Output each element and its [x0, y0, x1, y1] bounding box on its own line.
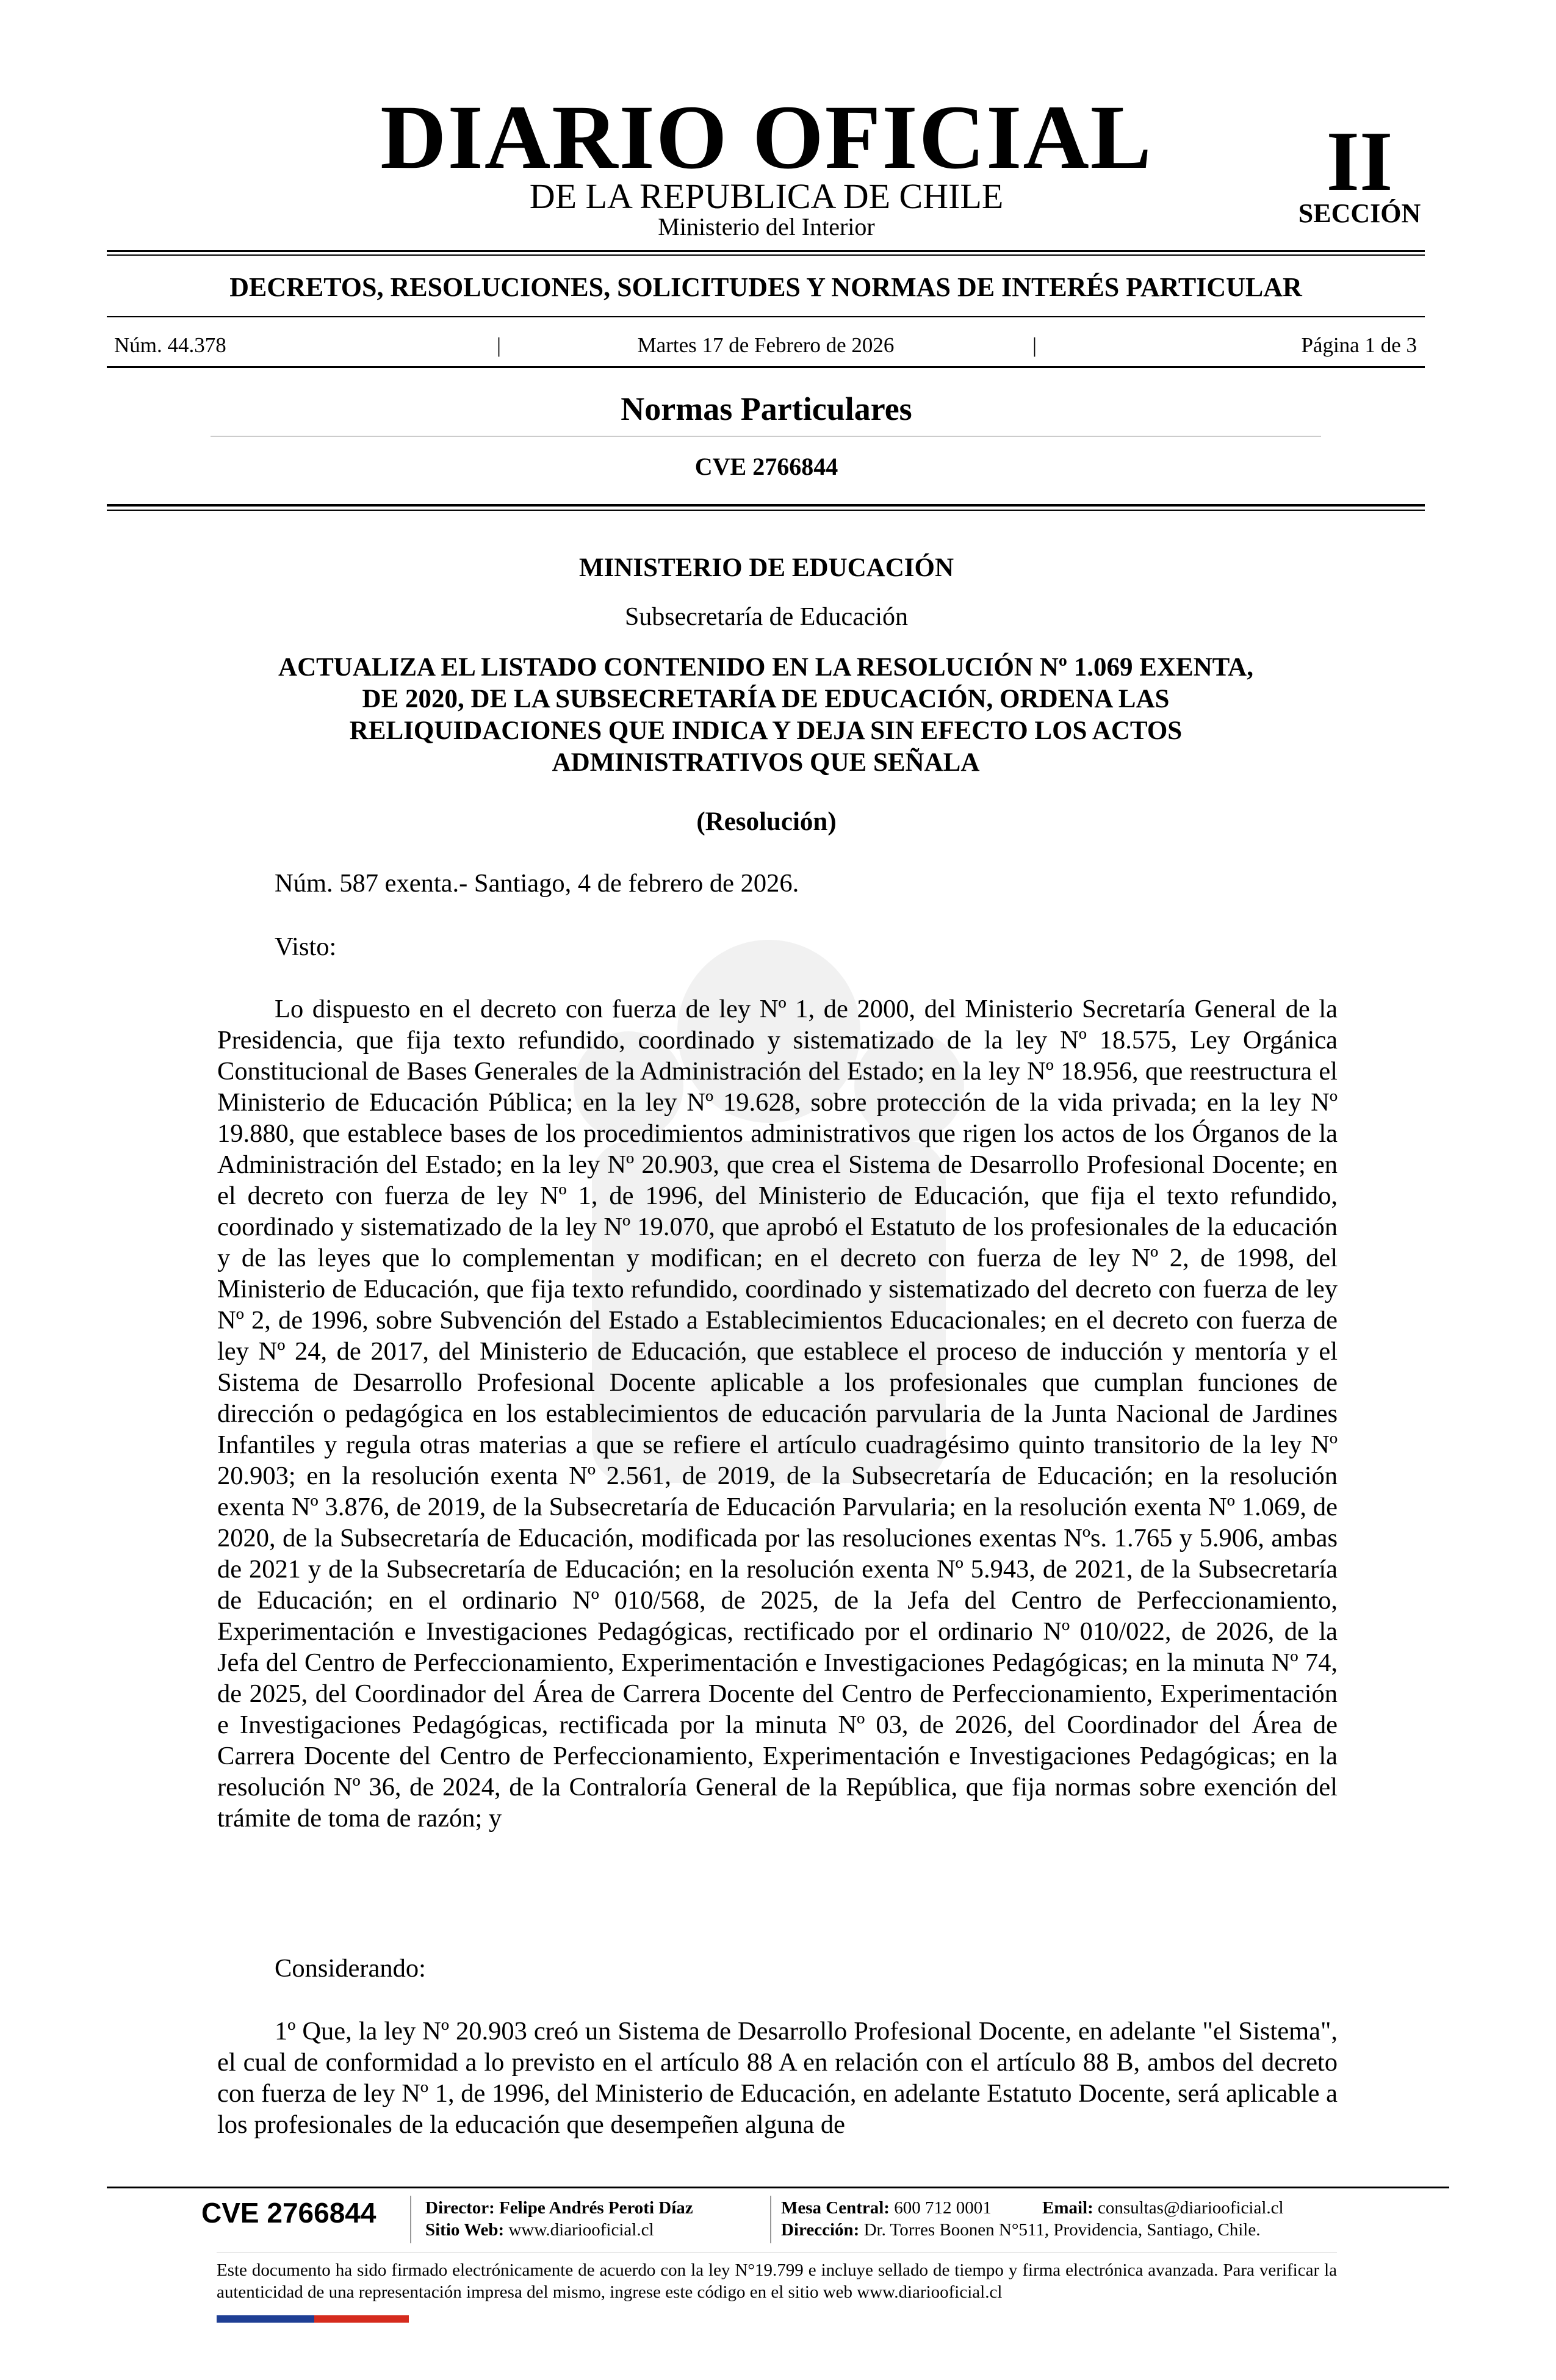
cve-rule — [107, 504, 1425, 507]
footer-rule — [107, 2187, 1449, 2188]
meta-rule — [107, 366, 1425, 368]
issue-date: Martes 17 de Febrero de 2026 — [637, 333, 895, 357]
email-label: Email: — [1042, 2198, 1093, 2218]
flag-stripe-red — [314, 2315, 409, 2323]
footer-website — [425, 2219, 654, 2241]
section-label: SECCIÓN — [1298, 198, 1421, 228]
email-link[interactable]: consultas@diariooficial.cl — [1098, 2198, 1284, 2218]
phone-label: Mesa Central: — [781, 2198, 890, 2218]
phone-number: 600 712 0001 — [894, 2198, 992, 2218]
meta-separator: | — [497, 333, 502, 357]
meta-separator: | — [1032, 333, 1037, 357]
director-name: Felipe Andrés Peroti Díaz — [499, 2198, 693, 2218]
section-number: II — [1326, 114, 1393, 209]
address-label: Dirección: — [781, 2220, 860, 2240]
footer-divider — [410, 2196, 411, 2243]
headline-line: ACTUALIZA EL LISTADO CONTENIDO EN LA RESOLUCIÓN Nº 1.069 EXENTA, — [278, 653, 1253, 682]
considerando-paragraph: 1º Que, la ley Nº 20.903 creó un Sistema de Desarrollo Profesional Docente, en adelante "el Sistema", el cual de conformidad a lo previsto en el artículo 88 A en relación con el artículo 88 B, ambos del decreto con fuerza de ley Nº 1, de 1996, del Ministerio de Educación, en adelante Estatuto Docente, será aplicable a los profesionales de la educación que desempeñen alguna de — [217, 2017, 1338, 2139]
footer-address — [781, 2219, 1260, 2241]
headline-line: ADMINISTRATIVOS QUE SEÑALA — [552, 748, 980, 777]
newspaper-subtitle: DE LA REPUBLICA DE CHILE — [529, 176, 1004, 216]
electronic-signature-note: Este documento ha sido firmado electrónicamente de acuerdo con la ley N°19.799 e incluye sellado de tiempo y firma electrónica avanzada. Para verificar la autenticidad de una representación impresa del mismo, ingrese este código en el sitio web www.diariooficial.cl — [217, 2260, 1337, 2302]
footer-divider — [770, 2196, 771, 2243]
subsecretaria: Subsecretaría de Educación — [624, 603, 909, 631]
masthead-rule — [107, 250, 1425, 252]
document-type: (Resolución) — [696, 807, 837, 836]
page-indicator: Página 1 de 3 — [1301, 333, 1417, 357]
footer-director — [425, 2197, 693, 2219]
section-title: Normas Particulares — [621, 391, 912, 427]
section-banner: DECRETOS, RESOLUCIONES, SOLICITUDES Y NORMAS DE INTERÉS PARTICULAR — [229, 272, 1302, 302]
section-title-rule — [211, 436, 1321, 437]
issuing-ministry: MINISTERIO DE EDUCACIÓN — [578, 554, 954, 582]
cve-rule-thin — [107, 510, 1425, 511]
website-link[interactable]: www.diariooficial.cl — [508, 2220, 654, 2240]
headline-line: RELIQUIDACIONES QUE INDICA Y DEJA SIN EFECTO LOS ACTOS — [349, 716, 1183, 745]
resolution-number-line: Núm. 587 exenta.- Santiago, 4 de febrero de 2026. — [275, 869, 799, 898]
cve-code: CVE 2766844 — [694, 453, 838, 480]
banner-rule — [107, 316, 1425, 317]
headline-line: DE 2020, DE LA SUBSECRETARÍA DE EDUCACIÓN, ORDENA LAS — [362, 685, 1170, 713]
visto-label: Visto: — [275, 932, 337, 961]
address-value: Dr. Torres Boonen N°511, Providencia, Santiago, Chile. — [863, 2220, 1261, 2240]
footer-cve: CVE 2766844 — [201, 2197, 376, 2229]
masthead-rule-thin — [107, 254, 1425, 256]
footer-email — [1042, 2197, 1284, 2219]
considerando-label: Considerando: — [275, 1954, 426, 1983]
flag-stripe-blue — [217, 2315, 314, 2323]
director-label: Director: — [425, 2198, 495, 2218]
newspaper-title: DIARIO OFICIAL — [380, 87, 1153, 188]
website-label: Sitio Web: — [425, 2220, 505, 2240]
resolution-headline — [207, 652, 1324, 779]
masthead-ministry: Ministerio del Interior — [658, 213, 875, 240]
visto-paragraph: Lo dispuesto en el decreto con fuerza de ley Nº 1, de 2000, del Ministerio Secretaría General de la Presidencia, que fija texto refundido, coordinado y sistematizado de la ley Nº 18.575, Ley Orgánica Constitucional de Bases Generales de la Administración del Estado; en la ley Nº 18.956, que reestructura el Ministerio de Educación Pública; en la ley Nº 19.628, sobre protección de la vida privada; en la ley Nº 19.880, que establece bases de los procedimientos administrativos que rigen los actos de los Órganos de la Administración del Estado; en la ley Nº 20.903, que crea el Sistema de Desarrollo Profesional Docente; en el decreto con fuerza de ley Nº 1, de 1996, del Ministerio de Educación, que fija el texto refundido, coordinado y sistematizado de la ley Nº 19.070, que aprobó el Estatuto de los profesionales de la educación y de las leyes que lo complementan y modifican; en el decreto con fuerza de ley Nº 2, de 1998, del Ministerio de Educación, que fija texto refundido, coordinado y sistematizado del decreto con fuerza de ley Nº 2, de 1996, sobre Subvención del Estado a Establecimientos Educacionales; en el decreto con fuerza de ley Nº 24, de 2017, del Ministerio de Educación, que establece el proceso de inducción y mentoría y el Sistema de Desarrollo Profesional Docente aplicable a los profesionales que cumplan funciones de dirección o pedagógica en los establecimientos de educación parvularia de la Junta Nacional de Jardines Infantiles y regula otras materias a que se refiere el artículo cuadragésimo quinto transitorio de la ley Nº 20.903; en la resolución exenta Nº 2.561, de 2019, de la Subsecretaría de Educación; en la resolución exenta Nº 3.876, de 2019, de la Subsecretaría de Educación Parvularia; en la resolución exenta Nº 1.069, de 2020, de la Subsecretaría de Educación, modificada por las resoluciones exentas Nºs. 1.765 y 5.906, ambas de 2021 y de la Subsecretaría de Educación; en la resolución exenta Nº 5.943, de 2021, de la Subsecretaría de Educación; en el ordinario Nº 010/568, de 2025, de la Jefa del Centro de Perfeccionamiento, Experimentación e Investigaciones Pedagógicas, rectificado por el ordinario Nº 010/022, de 2026, de la Jefa del Centro de Perfeccionamiento, Experimentación e Investigaciones Pedagógicas; en la minuta Nº 74, de 2025, del Coordinador del Área de Carrera Docente del Centro de Perfeccionamiento, Experimentación e Investigaciones Pedagógicas, rectificada por la minuta Nº 03, de 2026, del Coordinador del Área de Carrera Docente del Centro de Perfeccionamiento, Experimentación e Investigaciones Pedagógicas; en la resolución Nº 36, de 2024, de la Contraloría General de la República, que fija normas sobre exención del trámite de toma de razón; y — [217, 995, 1338, 1833]
footer-phone — [781, 2197, 992, 2219]
issue-number: Núm. 44.378 — [114, 333, 226, 357]
